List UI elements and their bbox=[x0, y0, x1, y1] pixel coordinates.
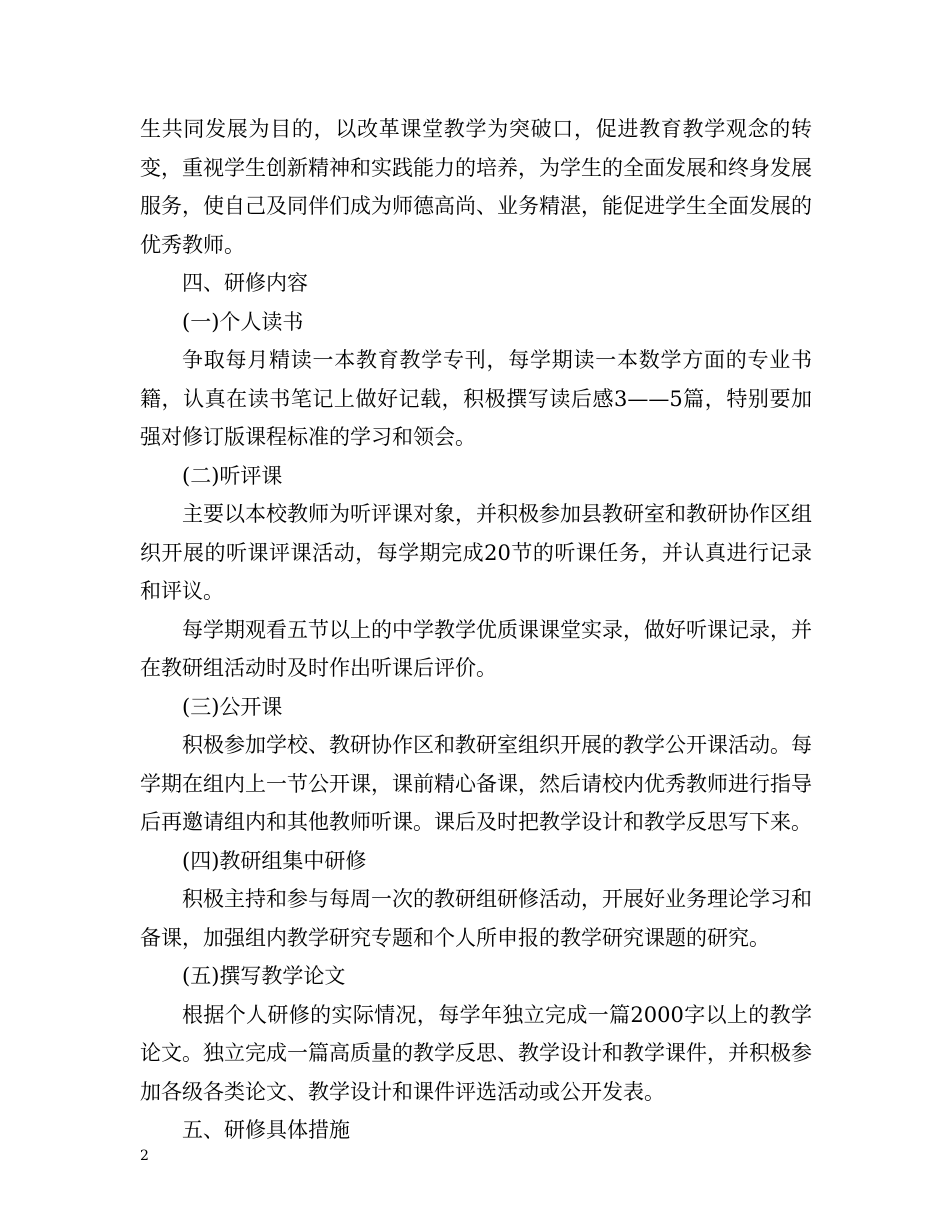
section-heading-research-content: 四、研修内容 bbox=[182, 271, 308, 295]
subheading-lesson-observation: (二)听评课 bbox=[182, 463, 283, 488]
paragraph-group-research: 积极主持和参与每周一次的教研组研修活动，开展好业务理论学习和备课，加强组内教学研究专题和个人所申报的教学研究课题的研究。 bbox=[140, 887, 812, 950]
paragraph-lesson-observation: 主要以本校教师为听评课对象，并积极参加县教研室和教研协作区组织开展的听课评课活动，每学期完成20节的听课任务，并认真进行记录和评议。 bbox=[140, 502, 812, 603]
paragraph-video-observation: 每学期观看五节以上的中学教学优质课课堂实录，做好听课记录，并在教研组活动时及时作出听课后评价。 bbox=[140, 617, 812, 680]
subheading-personal-reading: (一)个人读书 bbox=[182, 309, 304, 334]
section-heading-specific-measures: 五、研修具体措施 bbox=[182, 1118, 350, 1142]
subheading-group-research: (四)教研组集中研修 bbox=[182, 848, 367, 873]
subheading-thesis-writing: (五)撰写教学论文 bbox=[182, 964, 346, 988]
paragraph-personal-reading: 争取每月精读一本教育教学专刊，每学期读一本数学方面的专业书籍，认真在读书笔记上做好记载，积极撰写读后感3——5篇，特别要加强对修订版课程标准的学习和领会。 bbox=[140, 348, 812, 449]
paragraph-intro-continuation: 生共同发展为目的，以改革课堂教学为突破口，促进教育教学观念的转变，重视学生创新精神和实践能力的培养，为学生的全面发展和终身发展服务，使自己及同伴们成为师德高尚、业务精湛，能促进学生全面发展的优秀教师。 bbox=[140, 117, 812, 257]
subheading-open-class: (三)公开课 bbox=[182, 694, 283, 719]
paragraph-open-class: 积极参加学校、教研协作区和教研室组织开展的教学公开课活动。每学期在组内上一节公开课，课前精心备课，然后请校内优秀教师进行指导后再邀请组内和其他教师听课。课后及时把教学设计和教学反思写下来。 bbox=[140, 733, 812, 834]
document-body bbox=[140, 110, 812, 1150]
paragraph-thesis-writing: 根据个人研修的实际情况，每学年独立完成一篇2000字以上的教学论文。独立完成一篇高质量的教学反思、教学设计和教学课件，并积极参加各级各类论文、教学设计和课件评选活动或公开发表。 bbox=[140, 1002, 812, 1104]
page-number: 2 bbox=[140, 1148, 149, 1164]
